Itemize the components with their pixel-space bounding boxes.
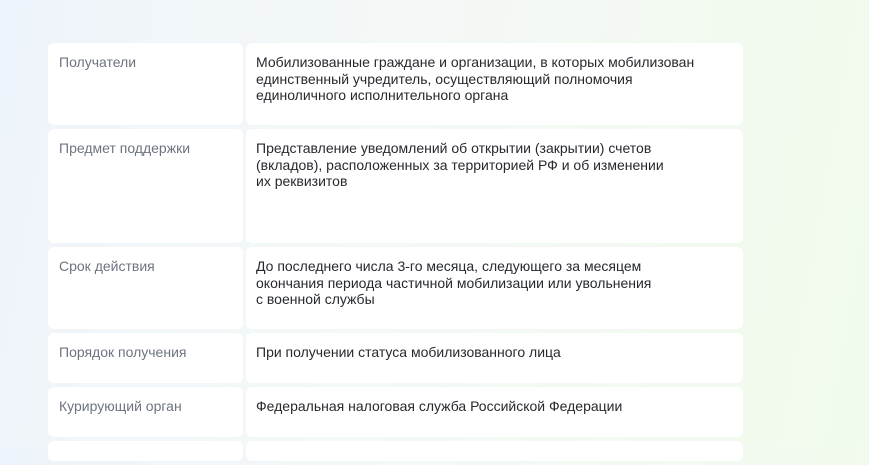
value-line: Мобилизованные граждане и организации, в которых мобилизован bbox=[256, 54, 695, 70]
value-line: единственный учредитель, осуществляющий полномочия bbox=[256, 70, 633, 87]
table-row bbox=[48, 43, 743, 125]
value-line: окончания периода частичной мобилизации или увольнения bbox=[256, 274, 652, 291]
value-line: При получении статуса мобилизованного лица bbox=[256, 344, 561, 360]
row-value-subject bbox=[246, 129, 743, 243]
table-row bbox=[48, 333, 743, 383]
row-label-empty bbox=[48, 441, 243, 461]
row-label-procedure: Порядок получения bbox=[48, 333, 243, 383]
table-row bbox=[48, 247, 743, 329]
row-value-authority bbox=[246, 387, 743, 437]
row-label-authority: Курирующий орган bbox=[48, 387, 243, 437]
support-measures-table bbox=[48, 43, 743, 465]
value-line: Представление уведомлений об открытии (закрытии) счетов bbox=[256, 140, 652, 156]
row-label-subject: Предмет поддержки bbox=[48, 129, 243, 243]
table-row bbox=[48, 387, 743, 437]
value-line: Федеральная налоговая служба Российской Федерации bbox=[256, 398, 623, 414]
value-line: До последнего числа 3-го месяца, следующего за месяцем bbox=[256, 258, 642, 274]
value-line: с военной службы bbox=[256, 291, 375, 307]
table-row-partial bbox=[48, 441, 743, 461]
row-value-validity bbox=[246, 247, 743, 329]
value-line: единоличного исполнительного органа bbox=[256, 87, 509, 103]
row-value-recipients bbox=[246, 43, 743, 125]
row-value-empty bbox=[246, 441, 743, 461]
value-line: (вкладов), расположенных за территорией РФ и об изменении bbox=[256, 156, 664, 173]
table-row bbox=[48, 129, 743, 243]
row-label-validity: Срок действия bbox=[48, 247, 243, 329]
row-value-procedure bbox=[246, 333, 743, 383]
row-label-recipients: Получатели bbox=[48, 43, 243, 125]
value-line: их реквизитов bbox=[256, 173, 348, 189]
